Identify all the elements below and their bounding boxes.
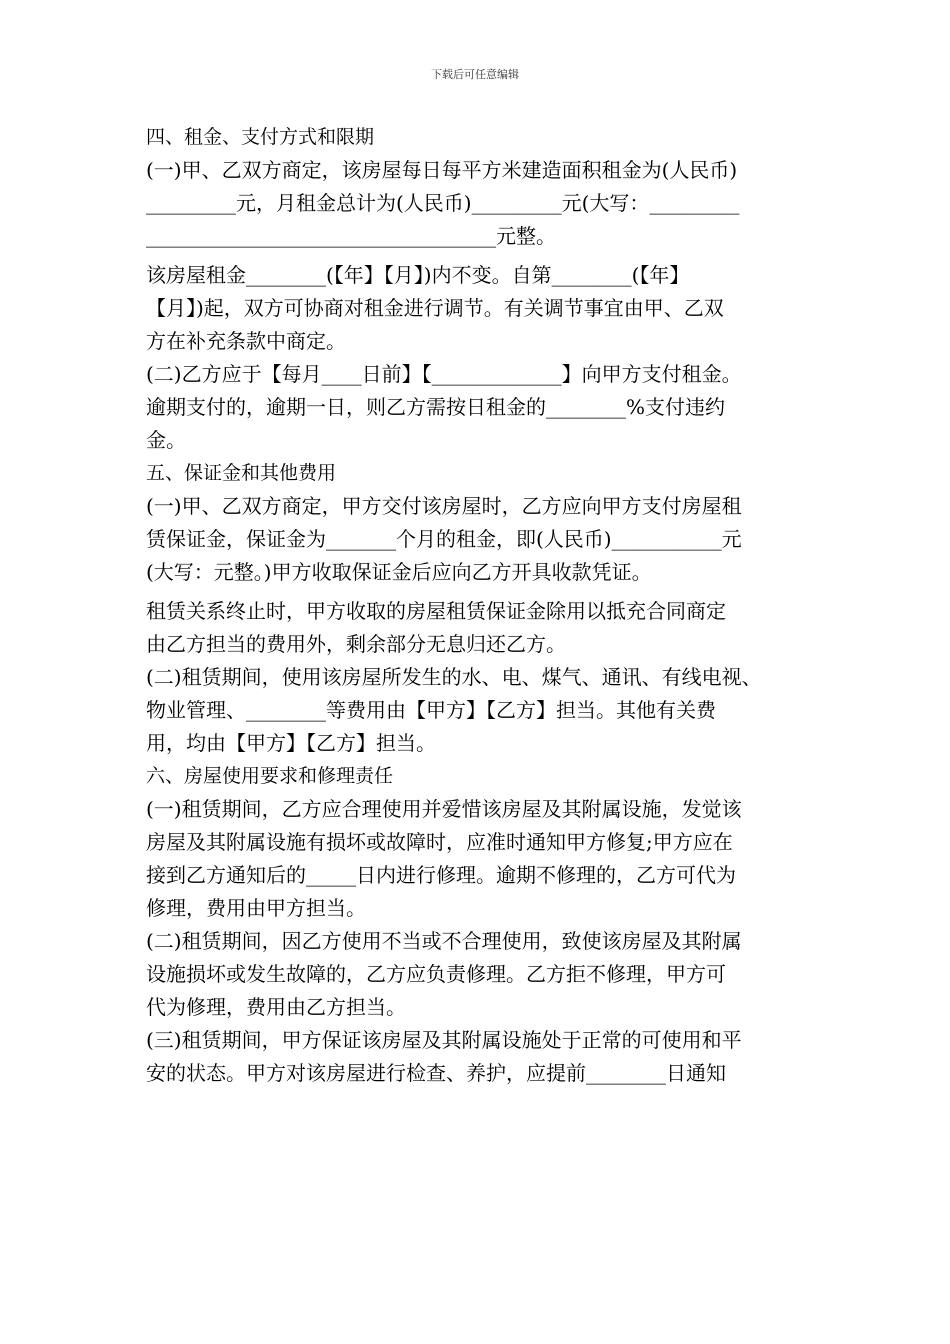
paragraph-line: (一)甲、乙双方商定，甲方交付该房屋时，乙方应向甲方支付房屋租 [146, 494, 742, 518]
paragraph-line: (三)租赁期间，甲方保证该房屋及其附属设施处于正常的可使用和平 [146, 1028, 742, 1052]
paragraph-line: (一)租赁期间，乙方应合理使用并爱惜该房屋及其附属设施，发觉该 [146, 797, 742, 821]
page-header-note: 下载后可任意编辑 [431, 68, 519, 81]
paragraph-line: 逾期支付的，逾期一日，则乙方需按日租金的________%支付违约 [146, 395, 726, 419]
paragraph-line: 代为修理，费用由乙方担当。 [146, 995, 406, 1019]
paragraph-line: 修理，费用由甲方担当。 [146, 896, 366, 920]
paragraph-line: 方在补充条款中商定。 [146, 329, 346, 353]
paragraph-line: (一)甲、乙双方商定，该房屋每日每平方米建造面积租金为(人民币) [146, 158, 738, 182]
paragraph-line: 赁保证金，保证金为_______个月的租金，即(人民币)___________元 [146, 527, 742, 551]
paragraph-line: (二)乙方应于【每月____日前】【_____________】向甲方支付租金。 [146, 362, 742, 386]
paragraph-line: 由乙方担当的费用外，剩余部分无息归还乙方。 [146, 632, 566, 656]
paragraph-line: 设施损坏或发生故障的，乙方应负责修理。乙方拒不修理，甲方可 [146, 962, 726, 986]
paragraph-line: 租赁关系终止时，甲方收取的房屋租赁保证金除用以抵充合同商定 [146, 599, 726, 623]
paragraph-line: (大写：元整。)甲方收取保证金后应向乙方开具收款凭证。 [146, 560, 652, 584]
paragraph-line: 该房屋租金________(【年】【月】)内不变。自第________(【年】 [146, 263, 690, 287]
section-heading-rent: 四、租金、支付方式和限期 [146, 126, 375, 148]
section-heading-deposit: 五、保证金和其他费用 [146, 462, 337, 484]
paragraph-line: (二)租赁期间，使用该房屋所发生的水、电、煤气、通讯、有线电视、 [146, 665, 762, 689]
paragraph-line: ___________________________________元整。 [146, 224, 556, 248]
paragraph-line: 物业管理、________等费用由【甲方】【乙方】担当。其他有关费 [146, 698, 716, 722]
paragraph-line: (二)租赁期间，因乙方使用不当或不合理使用，致使该房屋及其附属 [146, 929, 742, 953]
paragraph-line: 房屋及其附属设施有损坏或故障时，应准时通知甲方修复;甲方应在 [146, 830, 733, 854]
paragraph-line: 接到乙方通知后的_____日内进行修理。逾期不修理的，乙方可代为 [146, 863, 736, 887]
paragraph-line: 安的状态。甲方对该房屋进行检查、养护，应提前________日通知 [146, 1061, 726, 1085]
section-heading-maintenance: 六、房屋使用要求和修理责任 [146, 765, 394, 787]
paragraph-line: 【月】)起，双方可协商对租金进行调节。有关调节事宜由甲、乙双 [146, 296, 724, 320]
paragraph-line: _________元，月租金总计为(人民币)_________元(大写：_________ [146, 191, 740, 215]
paragraph-line: 金。 [146, 428, 186, 452]
document-body [146, 121, 814, 1090]
paragraph-line: 用，均由【甲方】【乙方】担当。 [146, 731, 436, 755]
